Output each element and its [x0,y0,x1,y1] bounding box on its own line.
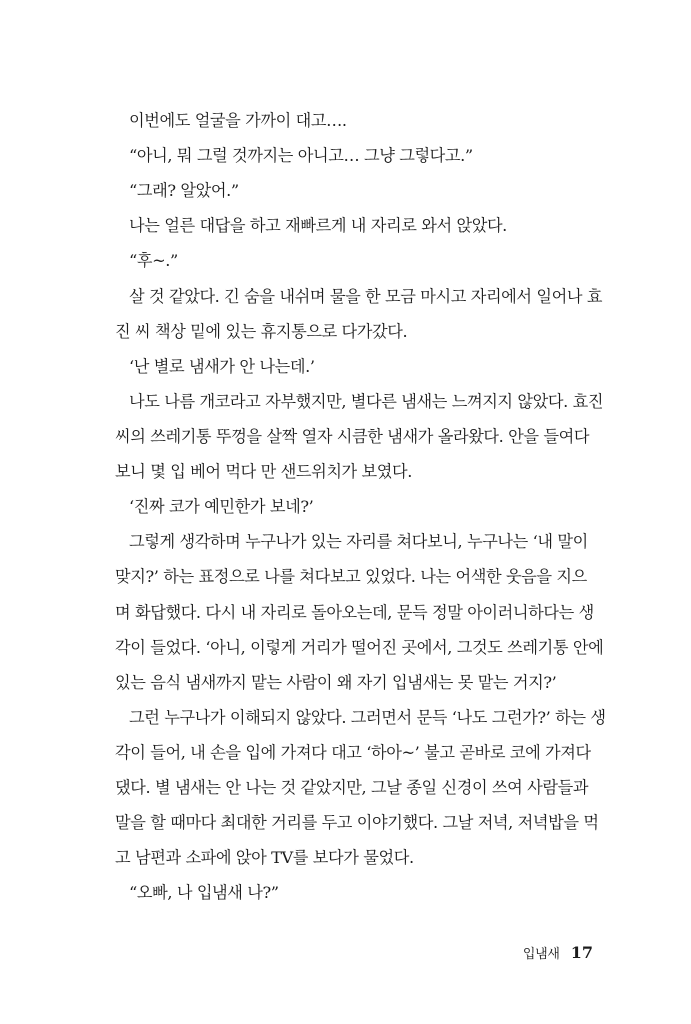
text-line: 이번에도 얼굴을 가까이 대고…. [129,111,347,130]
text-line: 각이 들었다. ‘아니, 이렇게 거리가 떨어진 곳에서, 그것도 쓰레기통 안에 [115,638,604,657]
text-line: 나는 얼른 대답을 하고 재빠르게 내 자리로 와서 앉았다. [129,216,507,235]
text-line: 각이 들어, 내 손을 입에 가져다 대고 ‘하아~’ 불고 곧바로 코에 가져다 [115,743,591,762]
text-line: “후~.” [129,251,178,270]
running-title: 입냄새 [522,947,560,962]
text-line: 그런 누구나가 이해되지 않았다. 그러면서 문득 ‘나도 그런가?’ 하는 생 [129,708,606,727]
text-line: “그래? 알았어.” [129,181,239,200]
page-footer [523,943,593,962]
text-line: “아니, 뭐 그럴 것까지는 아니고… 그냥 그렇다고.” [129,146,473,165]
text-line: 댔다. 별 냄새는 안 나는 것 같았지만, 그날 종일 신경이 쓰여 사람들과 [115,778,589,797]
text-line: 그렇게 생각하며 누구나가 있는 자리를 쳐다보니, 누구나는 ‘내 말이 [129,532,588,551]
text-line: ‘진짜 코가 예민한가 보네?’ [129,497,314,516]
text-line: 며 화답했다. 다시 내 자리로 돌아오는데, 문득 정말 아이러니하다는 생 [115,603,594,622]
text-line: 보니 몇 입 베어 먹다 만 샌드위치가 보였다. [115,462,412,481]
text-line: 있는 음식 냄새까지 맡는 사람이 왜 자기 입냄새는 못 맡는 거지?’ [115,673,557,692]
text-line: 나도 나름 개코라고 자부했지만, 별다른 냄새는 느껴지지 않았다. 효진 [129,392,604,411]
page-number: 17 [570,943,593,962]
text-line: 고 남편과 소파에 앉아 TV를 보다가 물었다. [115,848,414,867]
text-line: ‘난 별로 냄새가 안 나는데.’ [129,357,315,376]
text-line: “오빠, 나 입냄새 나?” [129,883,279,902]
text-line: 맞지?’ 하는 표정으로 나를 쳐다보고 있었다. 나는 어색한 웃음을 지으 [115,567,587,586]
text-line: 진 씨 책상 밑에 있는 휴지통으로 다가갔다. [115,322,408,341]
text-line: 말을 할 때마다 최대한 거리를 두고 이야기했다. 그날 저녁, 저녁밥을 먹 [115,813,599,832]
text-line: 씨의 쓰레기통 뚜껑을 살짝 열자 시큼한 냄새가 올라왔다. 안을 들여다 [115,427,590,446]
text-line: 살 것 같았다. 긴 숨을 내쉬며 물을 한 모금 마시고 자리에서 일어나 효 [129,287,603,306]
